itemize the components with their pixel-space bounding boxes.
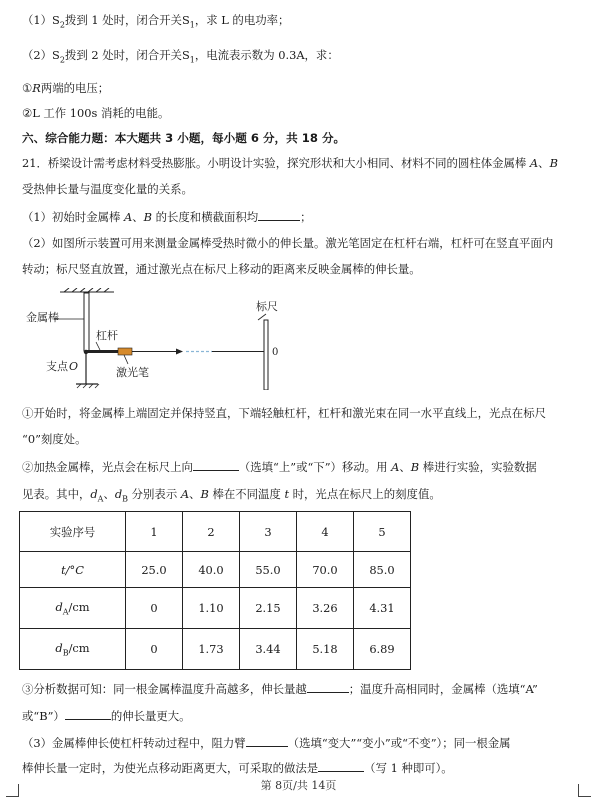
lever bbox=[86, 350, 122, 353]
step-1: ①开始时，将金属棒上端固定并保持竖直，下端轻触杠杆，杠杆和激光束在同一水平直线上，光点在标尺 bbox=[22, 406, 546, 420]
table-cell: 1.73 bbox=[183, 629, 240, 670]
answer-blank[interactable] bbox=[193, 458, 239, 471]
answer-blank[interactable] bbox=[65, 707, 111, 720]
ruler bbox=[264, 320, 268, 390]
laser-pen bbox=[118, 348, 132, 355]
table-cell: 5.18 bbox=[297, 629, 354, 670]
q21-intro-cont: 受热伸长量与温度变化量的关系。 bbox=[22, 182, 193, 196]
table-row bbox=[20, 588, 411, 629]
table-cell: 5 bbox=[354, 512, 411, 552]
metal-rod bbox=[84, 293, 89, 351]
table-row-label: $d_A/cm$ bbox=[20, 588, 126, 629]
step-2: ②加热金属棒，光点会在标尺上向 （选填“上”或“下”）移动。用 A、B 棒进行实验，实验数据 bbox=[22, 460, 537, 474]
table-cell: 25.0 bbox=[126, 552, 183, 588]
table-cell: 40.0 bbox=[183, 552, 240, 588]
table-row bbox=[20, 629, 411, 670]
q21-part-1: （1）初始时金属棒 A、B 的长度和横截面积均 ； bbox=[22, 210, 312, 224]
answer-blank[interactable] bbox=[318, 759, 364, 772]
step-1-cont: “0”刻度处。 bbox=[22, 432, 87, 446]
table-row-label: $d_B/cm$ bbox=[20, 629, 126, 670]
table-cell: 1.10 bbox=[183, 588, 240, 629]
ruler-zero-label: 0 bbox=[272, 347, 279, 358]
question-part-2: $(2)S_2$拨到 2 处时，闭合开关$S_1$，电流表示数为 0.3A，求： bbox=[22, 48, 339, 65]
page-footer: 第 8页/共 14页 bbox=[260, 779, 337, 792]
q21-part-2: （2）如图所示装置可用来测量金属棒受热时微小的伸长量。激光笔固定在杠杆右端，杠杆可在竖直平面内 bbox=[22, 236, 554, 250]
table-cell: 70.0 bbox=[297, 552, 354, 588]
table-cell: 6.89 bbox=[354, 629, 411, 670]
pivot-stand bbox=[76, 352, 98, 384]
ceiling-support bbox=[60, 288, 114, 292]
q21-part-3-cont: 棒伸长量一定时，为使光点移动距离更大，可采取的做法是 （写 1 种即可）。 bbox=[22, 761, 453, 775]
q21-part-2-cont: 转动；标尺竖直放置，通过激光点在标尺上移动的距离来反映金属棒的伸长量。 bbox=[22, 262, 421, 276]
table-cell: 55.0 bbox=[240, 552, 297, 588]
sub-question-voltage: ①R两端的电压； bbox=[22, 81, 110, 95]
ruler-label: 标尺 bbox=[256, 300, 278, 313]
lever-label: 杠杆 bbox=[96, 329, 118, 342]
pivot-symbol: O bbox=[69, 360, 79, 373]
step-3-cont: 或“B”） 的伸长量更大。 bbox=[22, 709, 191, 723]
table-row bbox=[20, 512, 411, 552]
table-cell: 3.44 bbox=[240, 629, 297, 670]
table-cell: 3 bbox=[240, 512, 297, 552]
section-heading: 六、综合能力题：本大题共 3 小题，每小题 6 分，共 18 分。 bbox=[22, 131, 346, 145]
question-part-1: $(1)S_2$拨到 1 处时，闭合开关$S_1$，求 L 的电功率； bbox=[22, 13, 290, 30]
table-cell: 1 bbox=[126, 512, 183, 552]
step-3: ③分析数据可知：同一根金属棒温度升高越多，伸长量越 ；温度升高相同时，金属棒（选填“A” bbox=[22, 682, 538, 696]
laser-label: 激光笔 bbox=[116, 366, 149, 379]
answer-blank[interactable] bbox=[246, 734, 288, 747]
rod-label: 金属棒 bbox=[26, 311, 59, 324]
apparatus-diagram bbox=[26, 288, 286, 390]
pivot-point bbox=[84, 350, 88, 354]
table-cell: 3.26 bbox=[297, 588, 354, 629]
table-cell: 4 bbox=[297, 512, 354, 552]
answer-blank[interactable] bbox=[307, 680, 349, 693]
table-cell: 4.31 bbox=[354, 588, 411, 629]
table-cell: 0 bbox=[126, 629, 183, 670]
table-header-cell: 实验序号 bbox=[20, 512, 126, 552]
table-cell: 2.15 bbox=[240, 588, 297, 629]
sub-question-energy: ②L 工作 100s 消耗的电能。 bbox=[22, 106, 170, 120]
step-2-cont: 见表。其中，$d_A$、$d_B$ 分别表示 A、B 棒在不同温度 t 时，光点在标尺上的刻度值。 bbox=[22, 487, 441, 504]
q21-intro: 21．桥梁设计需考虑材料受热膨胀。小明设计实验，探究形状和大小相同、材料不同的圆柱体金属棒 A、B bbox=[22, 156, 558, 170]
table-row bbox=[20, 552, 411, 588]
pivot-label: 支点 bbox=[46, 360, 68, 373]
table-row-label: t/°C bbox=[20, 552, 126, 588]
data-table bbox=[19, 511, 411, 670]
table-cell: 85.0 bbox=[354, 552, 411, 588]
q21-part-3: （3）金属棒伸长使杠杆转动过程中，阻力臂 （选填“变大”“变小”或“不变”）；同一根金属 bbox=[22, 736, 511, 750]
table-cell: 2 bbox=[183, 512, 240, 552]
answer-blank[interactable] bbox=[258, 208, 300, 221]
table-cell: 0 bbox=[126, 588, 183, 629]
